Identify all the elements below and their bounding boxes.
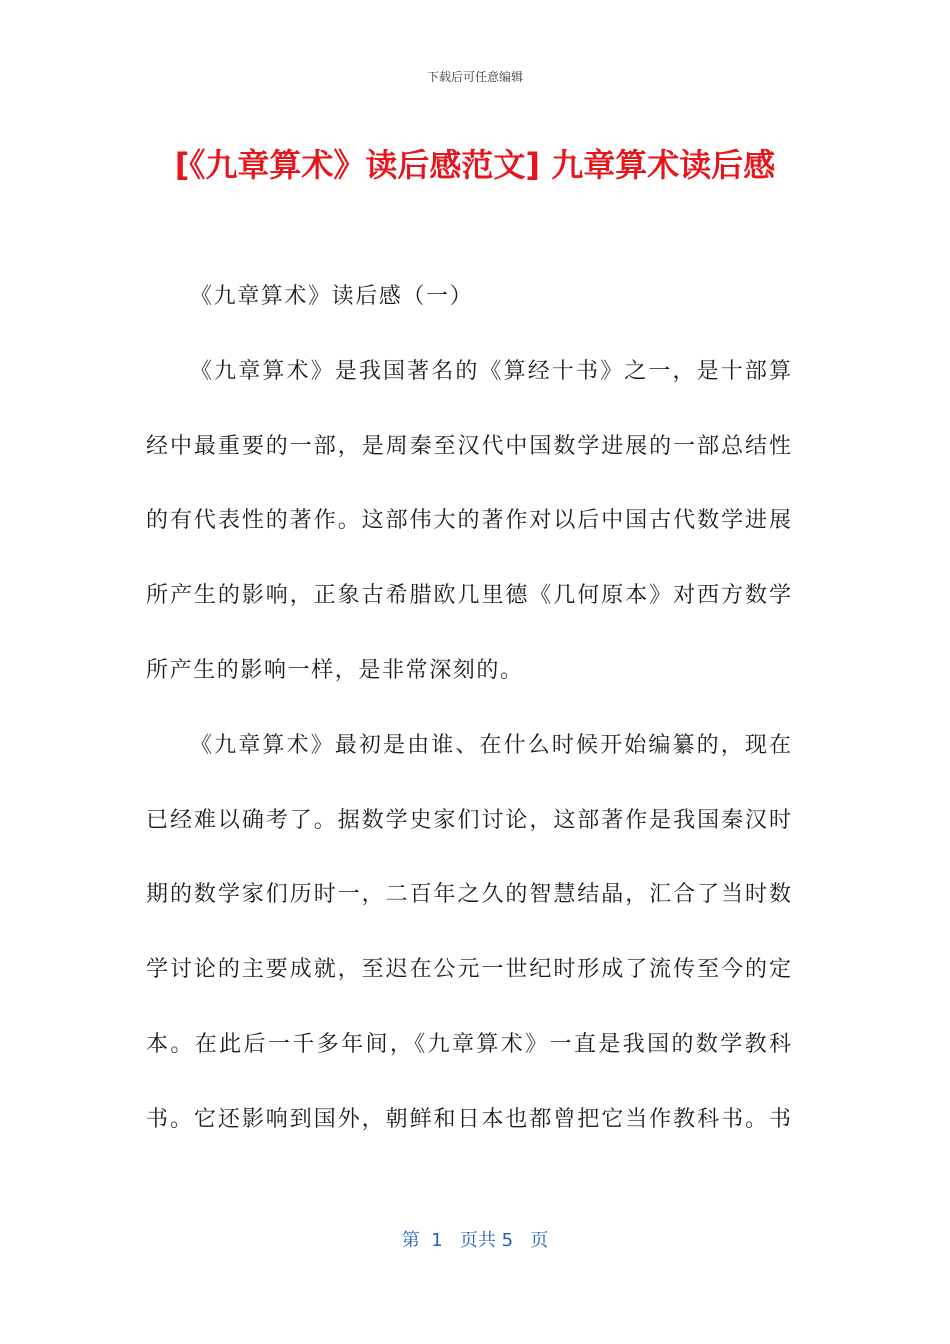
document-body [146, 274, 791, 1172]
paragraph-line: 本。在此后一千多年间，《九章算术》一直是我国的数学教科 [146, 1031, 791, 1057]
header-note: 下载后可任意编辑 [426, 70, 523, 84]
paragraph-line: 的有代表性的著作。这部伟大的著作对以后中国古代数学进展 [146, 508, 791, 534]
paragraph-line: 《九章算术》最初是由谁、在什么时候开始编纂的，现在 [190, 732, 791, 758]
paragraph-line: 已经难以确考了。据数学史家们讨论，这部著作是我国秦汉时 [146, 807, 791, 833]
section-heading: 《九章算术》读后感（一） [190, 284, 474, 309]
paragraph-line: 学讨论的主要成就，至迟在公元一世纪时形成了流传至今的定 [146, 957, 791, 983]
page-number-footer: 第 1 页共 5 页 [401, 1230, 549, 1251]
paragraph-line: 《九章算术》是我国著名的《算经十书》之一，是十部算 [190, 358, 791, 384]
paragraph-line: 书。它还影响到国外，朝鲜和日本也都曾把它当作教科书。书 [146, 1106, 791, 1132]
paragraph-line: 所产生的影响，正象古希腊欧几里德《几何原本》对西方数学 [146, 583, 791, 609]
paragraph-line: 期的数学家们历时一，二百年之久的智慧结晶，汇合了当时数 [146, 882, 791, 908]
paragraph-line: 所产生的影响一样，是非常深刻的。 [146, 657, 524, 683]
document-title: [《九章算术》读后感范文] 九章算术读后感 [174, 146, 776, 184]
paragraph-line: 经中最重要的一部，是周秦至汉代中国数学进展的一部总结性 [146, 433, 791, 459]
